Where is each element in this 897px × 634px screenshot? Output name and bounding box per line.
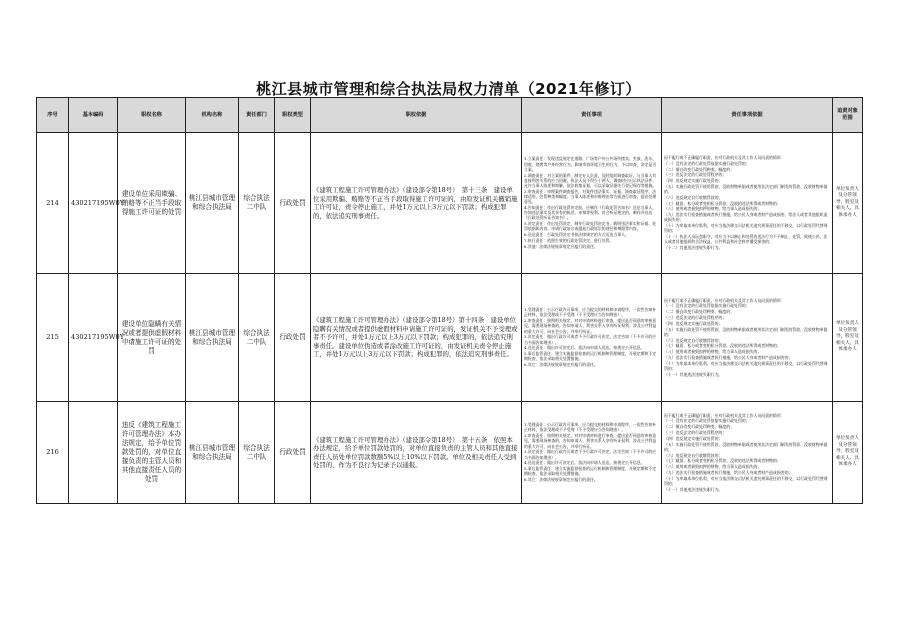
list-item: 因不履行或不正确履行职责，应对行政机关及其工作人员问责的情形：: [664, 154, 785, 160]
list-item: （九）违法实行检查措施或者执行措施，给公民人身或者财产造成损害的；: [664, 469, 793, 475]
header-cell: 序号: [37, 98, 69, 133]
list-item: （十）为牟取本单位私利，对应当依法移交司法机关追究刑事责任的不移交，以行政处罚代替刑罚的；: [664, 360, 828, 371]
list-item: （八）使用或者损毁扣押的财物，给当事人造成损失的；: [664, 206, 762, 212]
list-item: （十一）其他违法违规失职行为。: [664, 371, 723, 377]
list-item: （一）没有法定的行政处罚依据实施行政处罚的；: [664, 303, 750, 309]
list-item: （五）实施行政处罚不使用罚款、没收财物单据或者使用非法定部门制发的罚款、没收财物单据的；: [664, 183, 828, 195]
list-item: 6.其它：法律法规规章规定应履行的责任。: [524, 362, 598, 368]
responsibility-basis: [662, 133, 833, 274]
list-item: （十一）执法人员玩忽职守，对应当予以制止和处罚的违法行为不予制止、处罚，致使公民、法人或者其他组织的合法权益、公共利益和社会秩序遭受损害的；: [664, 234, 828, 245]
list-item: 2.审查责任：按照相关规定，对对申请材料进行审查，提出是否同意的审核意见。需要现场核查的，告知申请人、利害关系人享有听证权利；涉及公共利益的重大许可，向社会公告，并举行听证。: [524, 433, 657, 449]
list-item: 3.决定责任：做出行政许可或者不予行政许可决定，法定告知（不予许可的应当书面告知理由）。: [524, 334, 657, 345]
organization-name: 桃江县城市管理和综合执法局: [186, 274, 239, 402]
list-item: （二）擅自改变行政处罚种类、幅度的；: [664, 424, 735, 430]
list-item: 1.立案责任：发现违反规定在道路、广场等户外公共场所摆卖、夹放、洗车、回收、烧烤等户外经营行为，影响市容环境卫生的行为，予以审查，决定是否立案。: [524, 156, 657, 172]
list-item: （二）擅自改变行政处罚种类、幅度的；: [664, 309, 735, 315]
accountability-scope: 单位负责人及分管领导，股室及相关人、具体承办人: [833, 402, 863, 504]
header-cell: 责任部门: [239, 98, 275, 133]
list-item: （一）没有法定的行政处罚依据实施行政处罚的；: [664, 418, 750, 424]
row-number: 214: [37, 133, 69, 274]
list-item: （五）实施行政处罚不使用罚款、没收财物单据或者使用非法定部门制发的罚款、没收财物单据的；: [664, 326, 828, 337]
list-item: 2.审查责任：按照相关规定，对对申请材料进行审查，提出是否同意的审核意见。需要现场核查的，告知申请人、利害关系人享有听证权利；涉及公共利益的重大许可，向社会公告，并举行听证。: [524, 318, 657, 334]
table-row: [37, 402, 863, 504]
list-item: （二）擅自改变行政处罚种类、幅度的；: [664, 166, 735, 172]
power-name: 建设单位采用欺骗、贿赂等不正当手段取得施工许可证的处罚: [118, 133, 186, 274]
list-item: （十）为牟取本单位私利，对应当依法移交司法机关追究刑事责任的不移交，以行政处罚代替刑罚的；: [664, 475, 828, 486]
power-type: 行政处罚: [275, 402, 311, 504]
list-item: （九）违法实行检查措施或者执行措施，给公民人身或者财产造成损害的；: [664, 354, 793, 360]
list-item: 7.执行责任：依照生效的行政处罚决定，进行处罚。: [524, 238, 614, 243]
responsibility-basis: [662, 402, 833, 504]
list-item: （十二）其他违法违规失职行为。: [664, 245, 723, 251]
list-item: （十一）其他违法违规失职行为。: [664, 486, 723, 492]
list-item: 6.其它：法律法规规章规定应履行的责任。: [524, 477, 598, 483]
list-item: （六）违反规定自行收缴罚款的；: [664, 194, 723, 200]
page-title: 桃江县城市管理和综合执法局权力清单（2021年修订）: [256, 80, 641, 98]
responsibility-basis: [662, 274, 833, 402]
header-cell: 职权名称: [118, 98, 186, 133]
list-item: （四）违反规定实施行政处罚的；: [664, 435, 723, 441]
header-cell: 职权类型: [275, 98, 311, 133]
header-cell: 基本编码: [69, 98, 118, 133]
row-number: 216: [37, 402, 69, 504]
list-item: 3.决定责任：做出行政许可或者不予行政许可决定，法定告知（不予许可的应当书面告知理由）。: [524, 449, 657, 460]
list-item: （七）截留、私分或者变相私分罚款、没收的违法所得或者财物的；: [664, 200, 781, 206]
header-cell: 责任事项依据: [662, 98, 833, 133]
list-item: （六）违反规定自行收缴罚款的；: [664, 452, 723, 458]
accountability-scope: 单位负责人及分管领导，股室及相关人、具体承办人: [833, 274, 863, 402]
organization-name: 桃江县城市管理和综合执法局: [186, 133, 239, 274]
list-item: （三）违反法定的行政处罚程序的；: [664, 172, 727, 178]
accountability-scope: 单位负责人及分管领导，股室及相关人、具体承办人: [833, 133, 863, 274]
basic-code: 430217195W0Y: [69, 133, 118, 274]
list-item: 4.送达责任：做出许可决定后，依法向申请人送达，按规定公开信息。: [524, 345, 645, 351]
list-item: （八）使用或者损毁扣押的财物，给当事人造成损失的；: [664, 464, 762, 470]
list-item: （六）违反规定自行收缴罚款的；: [664, 337, 723, 343]
list-item: （七）截留、私分或者变相私分罚款、没收的违法所得或者财物的；: [664, 458, 781, 464]
responsibility-items: [522, 133, 662, 274]
list-item: （四）违反规定实施行政处罚的；: [664, 178, 723, 184]
list-item: 4.送达责任：做出许可决定后，依法向申请人送达，按规定公开信息。: [524, 460, 645, 466]
list-item: 1.受理责任：公示行政许可事项、应当提交的材料和申请程序，一次性告知补正材料，依法受理或不予受理（不予受理应当告知理由）。: [524, 307, 657, 318]
list-item: 5.事后监管责任：建立实施监督检查的运行机制和管理制度，开展定期和不定期检查，依法采取相关处置措施。: [524, 351, 657, 362]
list-item: （三）违反法定的行政处罚程序的；: [664, 314, 727, 320]
row-number: 215: [37, 274, 69, 402]
power-basis: 《建筑工程施工许可管理办法》（建设部令第18号） 第十五条 依照本办法规定，给予单位罚款处罚的，对单位直接负责的主管人员和其他直接责任人员处单位罚款数额5%以上10%以下罚款。单位及相关责任人受到处罚的，作为不良行为记录予以通报。: [311, 402, 522, 504]
list-item: 2.调查责任：对立案的案件，制定专人负责，及时组织调查取证，与当事人有直接利害关系的应当回避。执法人员不得少于两人，调查时应出示执法证件，允许当事人陈述和辩解，依法收集证据，可以采取证据先行登记保存等措施。: [524, 172, 657, 188]
responsibility-items: [522, 402, 662, 504]
list-item: 5.事后监管责任：建立实施监督检查的运行机制和管理制度，开展定期和不定期检查，依法采取相关处置措施。: [524, 466, 657, 477]
list-item: （四）违反规定实施行政处罚的；: [664, 320, 723, 326]
list-item: （七）截留、私分或者变相私分罚款、没收的违法所得或者财物的；: [664, 343, 781, 349]
list-item: （十）为牟取本单位私利，对应当依法移交司法机关追究刑事责任的不移交，以行政处罚代替刑罚的；: [664, 223, 828, 234]
table-row: [37, 133, 863, 274]
responsibility-items: [522, 274, 662, 402]
list-item: 因不履行或不正确履行职责，应对行政机关及其工作人员问责的情形：: [664, 412, 785, 418]
responsible-department: 综合执法二中队: [239, 402, 275, 504]
list-item: 因不履行或不正确履行职责，应对行政机关及其工作人员问责的情形：: [664, 297, 785, 303]
list-item: （八）使用或者损毁扣押的财物，给当事人造成损失的；: [664, 349, 762, 355]
power-name: 建设单位隐瞒有关情况或者提供虚假材料申请施工许可证的处罚: [118, 274, 186, 402]
list-item: （一）没有法定的行政处罚依据实施行政处罚的；: [664, 160, 750, 166]
list-item: （九）违法实行检查措施或者执行措施，给公民人身或者财产造成损害、给法人或者其他组织造成损失的；: [664, 212, 828, 223]
power-list-table: [36, 97, 863, 504]
list-item: 5.决定责任：作出处罚决定，制作行政处罚决定书，载明违法事实和证据、处罚依据和内容、申请行政复议或提起行政诉讼的途径和期限等内容。: [524, 221, 657, 232]
power-basis: 《建筑工程施工许可管理办法》（建设部令第18号）第十四条 建设单位隐瞒有关情况或者提供虚假材料申请施工许可证的，发证机关不予受理或者不予许可，并处1万元以上3万元以下罚款；构成犯罪的，依法追究刑事责任。建设单位伪造或者涂改施工许可证的，由发证机关责令停止施工，并处1万元以上3万元以下罚款；构成犯罪的，依法追究刑事责任。: [311, 274, 522, 402]
list-item: （五）实施行政处罚不使用罚款、没收财物单据或者使用非法定部门制发的罚款、没收财物单据的；: [664, 441, 828, 452]
header-cell: 责任事项: [522, 98, 662, 133]
table-header-row: [37, 98, 863, 133]
list-item: 8.其他：法律法规规章规定应履行的责任。: [524, 243, 598, 249]
table-row: [37, 274, 863, 402]
header-cell: 追责对象范围: [833, 98, 863, 133]
power-basis: 《建筑工程施工许可管理办法》（建设部令第18号） 第十三条 建设单位采用欺骗、贿赂等不正当手段取得施工许可证的，由原发证机关撤销施工许可证，责令停止施工，并处1万元以上3万元以下罚款；构成犯罪的，依法追究刑事责任。: [311, 133, 522, 274]
list-item: 1.受理责任：公示行政许可事项、应当提交的材料和申请程序，一次性告知补正材料，依法受理或不予受理（不予受理应当告知理由）。: [524, 422, 657, 433]
power-name: 违反《建筑工程施工许可管理办法》本办法规定，给予单位罚款处罚的，对单位直接负责的主管人员和其他直接责任人员的处罚: [118, 402, 186, 504]
responsible-department: 综合执法二中队: [239, 274, 275, 402]
power-type: 行政处罚: [275, 133, 311, 274]
list-item: 3.审查责任：审理案件调查报告，对案件违法事实、证据、调查取证程序、法律适用、处罚种类和幅度、当事人陈述和申辩理由等方面进行审查，提出处理意见。: [524, 188, 657, 205]
basic-code: 430217195W0Y: [69, 274, 118, 402]
list-item: 4.告知责任：作出行政处罚决定前，应制作《行政处罚告知书》送达当事人，告知违法事实及其享有的陈述、申辩等权利。符合听证规定的，制作并送达《行政处罚听证告知书》。: [524, 205, 657, 221]
list-item: 6.送达责任：行政处罚决定书按法律规定的方式送达当事人。: [524, 232, 629, 238]
header-cell: 机构名称: [186, 98, 239, 133]
list-item: （三）违反法定的行政处罚程序的；: [664, 429, 727, 435]
header-cell: 职权依据: [311, 98, 522, 133]
power-type: 行政处罚: [275, 274, 311, 402]
responsible-department: 综合执法二中队: [239, 133, 275, 274]
basic-code: [69, 402, 118, 504]
organization-name: 桃江县城市管理和综合执法局: [186, 402, 239, 504]
